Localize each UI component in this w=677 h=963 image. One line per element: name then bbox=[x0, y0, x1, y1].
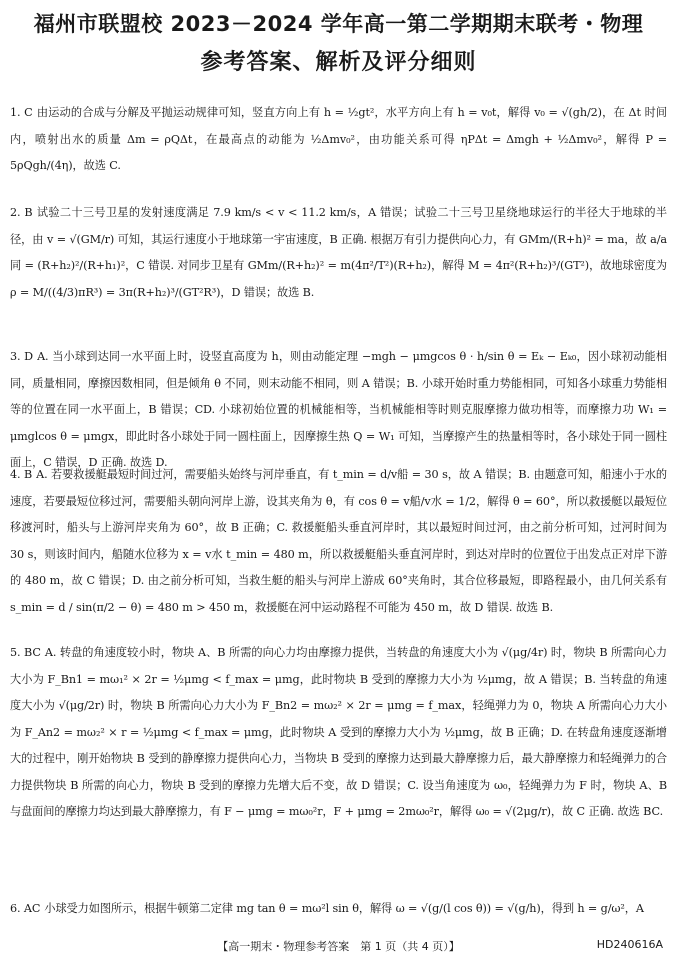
answer-2-text: 试验二十三号卫星的发射速度满足 7.9 km/s < v < 11.2 km/s，A 错误；试验二十三号卫星绕地球运行的半径大于地球的半径，由 v = √(GM/r) 可知，其运行速度小于地球第一宇宙速度，B 正确. 根据万有引力提供向心力，有 GMm/(R+h)² = ma，故 a/a同 = (R+h₂)²/(R+h₁)²，C 错误. 对同步卫星有 GMm/(R+h₂)² = m(4π²/T²)(R+h₂)，解得 M = 4π²(R+h₂)³/(GT²)，故地球密度为 ρ = M/((4/3)πR³) = 3π(R+h₂)³/(GT²R³)，D 错误；故选 B. bbox=[10, 206, 667, 299]
footer-doc-code: HD240616A bbox=[596, 938, 663, 951]
answer-5 bbox=[10, 640, 667, 826]
answer-4-text: A. 若要救援艇最短时间过河，需要船头始终与河岸垂直，有 t_min = d/v船 = 30 s，故 A 错误；B. 由题意可知，船速小于水的速度，若要最短位移过河，需要船头朝向河岸上游，设其夹角为 θ，有 cos θ = v船/v水 = 1/2，解得 θ = 60°，所以救援艇以最短位移渡河时，船头与上游河岸夹角为 60°，故 B 正确；C. 救援艇船头垂直河岸时，其以最短时间过河，由之前分析可知，过河时间为 30 s，则该时间内，船随水位移为 x = v水 t_min = 480 m，所以救援艇船头垂直河岸时，到达对岸时的位置位于出发点正对岸下游的 480 m，故 C 错误；D. 由之前分析可知，当救生艇的船头与河岸上游成 60°夹角时，其合位移最短，即路程最小，由几何关系有 s_min = d / sin(π/2 − θ) = 480 m > 450 m，救援艇在河中运动路程不可能为 450 m，故 D 错误. 故选 B. bbox=[10, 468, 667, 614]
answer-1-number: 1. C bbox=[10, 106, 33, 119]
answer-5-number: 5. BC bbox=[10, 646, 41, 659]
answer-1 bbox=[10, 100, 667, 180]
answer-4-number: 4. B bbox=[10, 468, 33, 481]
answer-2 bbox=[10, 200, 667, 306]
answer-6 bbox=[10, 896, 667, 923]
answer-3 bbox=[10, 344, 667, 477]
answer-6-text: 小球受力如图所示，根据牛顿第二定律 mg tan θ = mω²l sin θ，解得 ω = √(g/(l cos θ)) = √(g/h)，得到 h = g/ω²，A bbox=[44, 902, 644, 915]
answer-4 bbox=[10, 462, 667, 621]
answer-1-text: 由运动的合成与分解及平抛运动规律可知，竖直方向上有 h = ½gt²，水平方向上有 h = v₀t，解得 v₀ = √(gh/2)，在 Δt 时间内，喷射出水的质量 Δm = ρQΔt，在最高点的动能为 ½Δmv₀²，由功能关系可得 ηPΔt = Δmgh + ½Δmv₀²，解得 P = 5ρQgh/(4η)，故选 C. bbox=[10, 106, 667, 172]
answer-6-number: 6. AC bbox=[10, 902, 41, 915]
footer-page-info: 【高一期末・物理参考答案 第 1 页（共 4 页）】 bbox=[217, 940, 460, 953]
answer-2-number: 2. B bbox=[10, 206, 33, 219]
answer-3-text: A. 当小球到达同一水平面上时，设竖直高度为 h，则由动能定理 −mgh − μmgcos θ · h/sin θ = Eₖ − Eₖ₀，因小球初动能相同，质量相同，摩擦因数相同，但是倾角 θ 不同，则末动能不相同，则 A 错误；B. 小球开始时重力势能相同，可知各小球重力势能相等的位置在同一水平面上，B 错误；CD. 小球初始位置的机械能相等，当机械能相等时则克服摩擦力做功相等，而摩擦力功 W₁ = μmglcos θ = μmgx，即此时各小球处于同一圆柱面上，因摩擦生热 Q = W₁ 可知，当摩擦产生的热量相等时，各小球处于同一圆柱面上，C 错误，D 正确. 故选 D. bbox=[10, 350, 667, 469]
document-subtitle: 参考答案、解析及评分细则 bbox=[200, 50, 477, 75]
answer-3-number: 3. D bbox=[10, 350, 34, 363]
page-footer bbox=[0, 936, 677, 956]
answer-5-text: A. 转盘的角速度较小时，物块 A、B 所需的向心力均由摩擦力提供，当转盘的角速度大小为 √(μg/4r) 时，物块 B 所需向心力大小为 F_Bn1 = mω₁² × 2r = ½μmg < f_max = μmg，此时物块 B 受到的摩擦力大小为 ½μmg，故 A 错误；B. 当转盘的角速度大小为 √(μg/2r) 时，物块 B 所需向心力大小为 F_Bn2 = mω₂² × 2r = μmg = f_max，轻绳弹力为 0，物块 A 所需向心力大小为 F_An2 = mω₂² × r = ½μmg < f_max = μmg，此时物块 A 受到的摩擦力大小为 ½μmg，故 B 正确；D. 在转盘角速度逐渐增大的过程中，刚开始物块 B 受到的静摩擦力提供向心力，当物块 B 受到的摩擦力达到最大静摩擦力后，最大静摩擦力和轻绳弹力的合力提供物块 B 所需的向心力，物块 B 受到的摩擦力先增大后不变，故 D 错误；C. 设当角速度为 ω₀，轻绳弹力为 F 时，物块 A、B 与盘面间的摩擦力均达到最大静摩擦力，有 F − μmg = mω₀²r，F + μmg = 2mω₀²r，解得 ω₀ = √(2μg/r)，故 C 正确. 故选 BC. bbox=[10, 646, 667, 818]
document-title: 福州市联盟校 2023－2024 学年高一第二学期期末联考・物理 bbox=[33, 12, 644, 36]
